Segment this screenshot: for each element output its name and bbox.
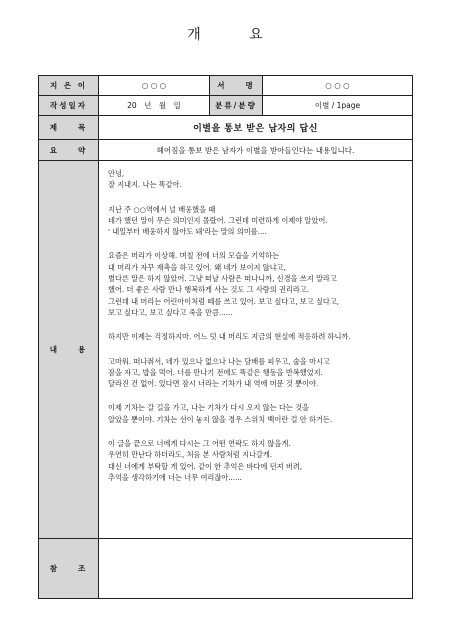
book-title-value: ○ ○ ○ <box>263 76 413 96</box>
reference-label: 참 조 <box>39 539 99 599</box>
content-line: 추억을 생각하기에 너는 너무 여리잖아...... <box>108 472 242 482</box>
content-line: 대신 너에게 부탁할 게 있어. 같이 한 추억은 바다에 던져 버려, <box>108 461 303 471</box>
content-line: 이 글을 끝으로 너에게 다시는 그 어떤 연락도 하지 않을게. <box>108 439 291 449</box>
author-value: ○ ○ ○ <box>99 76 210 96</box>
paragraph <box>108 356 406 390</box>
date-value: 20 년 월 일 <box>99 96 210 116</box>
paragraph <box>108 402 406 425</box>
reference-value <box>99 539 413 599</box>
summary-label: 요 약 <box>39 140 99 161</box>
author-row <box>39 76 413 96</box>
content-line: 고마워. 떠나줘서, 네가 있으나 없으나 나는 담배를 피우고, 술을 마시고 <box>108 356 330 366</box>
content-line: 우연히 만난다 하더라도, 처음 본 사람처럼 지나갈게. <box>108 450 273 460</box>
subject-row <box>39 116 413 140</box>
content-line: 네가 했던 말이 무슨 의미인지 몰랐어. 그런데 미련하게 이제야 알았어. <box>108 215 328 225</box>
reference-row <box>39 539 413 599</box>
summary-table <box>38 75 413 599</box>
content-line: 안녕, <box>108 169 125 178</box>
content-line: 내 머리가 자꾸 재촉을 하고 있어. 왜 네가 보이지 않냐고, <box>108 262 286 272</box>
author-label: 지 은 이 <box>39 76 99 96</box>
date-label: 작성일자 <box>39 96 99 116</box>
content-row <box>39 161 413 539</box>
paragraph <box>108 331 406 342</box>
content-line: 지난 주 ○○역에서 널 배웅했을 때 <box>108 204 216 214</box>
summary-row <box>39 140 413 161</box>
content-line: 했어. 더 좋은 사람 만나 행복하게 사는 것도 그 사람의 권리라고. <box>108 285 309 295</box>
paragraph <box>108 168 406 191</box>
date-row <box>39 96 413 116</box>
content-line: 이제 기차는 갈 길을 가고, 나는 기차가 다시 오지 않는 다는 것을 <box>108 403 309 413</box>
content-line: 하지만 이제는 걱정하지마. 어느 덧 내 머리도 지금의 현실에 적응하려 하니까. <box>108 332 351 342</box>
paragraph <box>108 204 406 238</box>
book-title-label: 서 명 <box>210 76 263 96</box>
content-line: 잘 지내지. 나는 똑같아. <box>108 180 182 190</box>
summary-value: 헤어짐을 통보 받은 남자가 이별을 받아들인다는 내용입니다. <box>99 140 413 161</box>
content-label: 내 용 <box>39 161 99 539</box>
subject-label: 제 목 <box>39 116 99 140</box>
content-line: 보고 싶다고, 보고 싶다고 죽을 만큼...... <box>108 307 233 317</box>
paragraph <box>108 250 406 318</box>
category-value: 이별 / 1page <box>263 96 413 116</box>
content-line: ' 내일부터 배웅하지 않아도 돼'라는 말의 의미를.... <box>108 227 267 237</box>
paragraph <box>108 438 406 483</box>
content-body <box>99 161 413 539</box>
content-line: 별다른 말은 하지 않았어. 그냥 떠날 사람은 떠나니까, 신경을 쓰지 말라고 <box>108 274 337 284</box>
content-line: 요즘은 머리가 이상해. 며칠 전에 너의 모습을 기억하는 <box>108 251 280 261</box>
category-label: 분류/분량 <box>210 96 263 116</box>
subject-value: 이별을 통보 받은 남자의 답신 <box>99 116 413 140</box>
page-title: 개 요 <box>187 27 285 43</box>
content-line: 알았을 뿐이야. 기차는 선이 놓지 않을 경우 스위치 백이란 걸 안 하거든. <box>108 414 333 424</box>
content-line: 잠을 자고, 밥을 먹어. 너를 만나기 전에도 똑같은 행동을 반복했었지. <box>108 367 323 377</box>
content-line: 그런데 내 머리는 어린아이처럼 떼를 쓰고 있어. 보고 싶다고, 보고 싶다고, <box>108 296 340 306</box>
content-line: 달라진 건 없어. 있다면 잠시 너라는 기차가 내 역에 머문 것 뿐이야. <box>108 379 319 389</box>
